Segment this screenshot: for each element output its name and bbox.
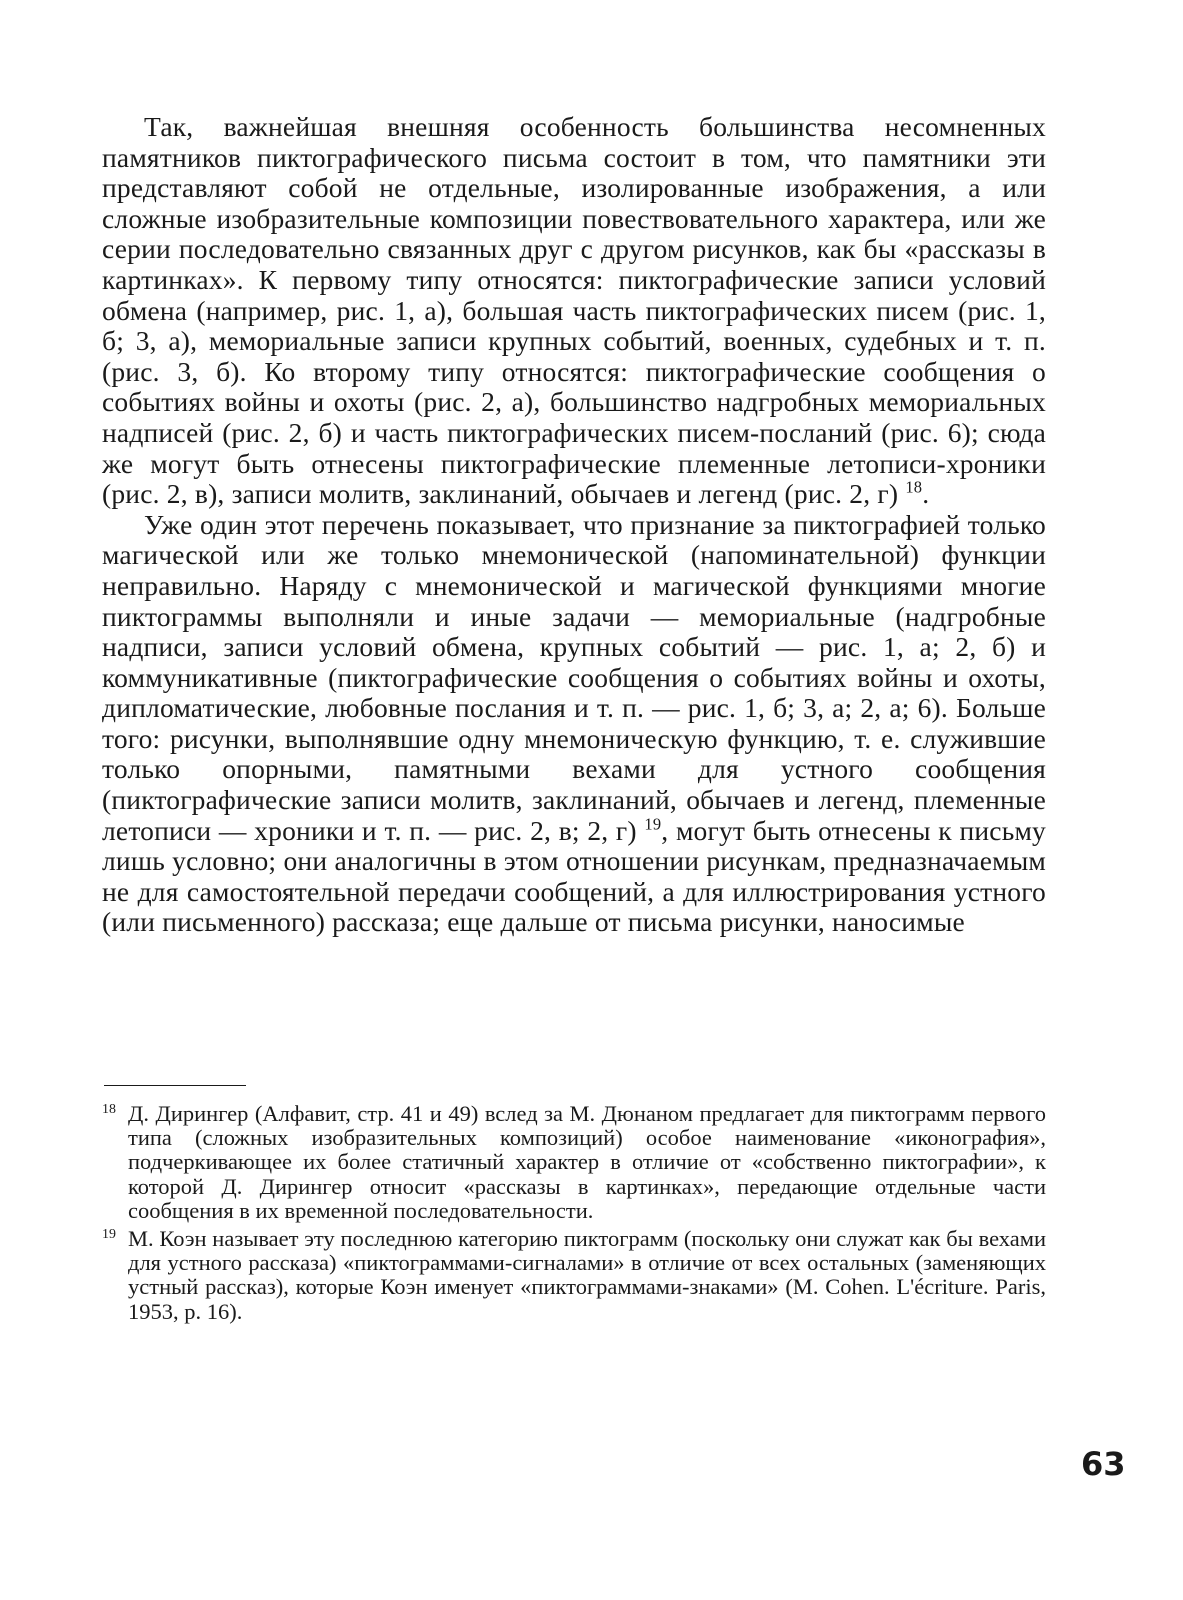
paragraph-text: Уже один этот перечень показывает, что признание за пиктографией только магической или же только мнемонической (напоминательной) функции неправильно. Наряду с мнемонической и магической функциями многие пиктограммы выполняли и иные задачи — мемориальные (надгробные надписи, записи условий обмена, крупных событий — рис. 1, а; 2, б) и коммуникативные (пиктографические сообщения о событиях войны и охоты, дипломатические, любовные послания и т. п. — рис. 1, б; 3, а; 2, а; 6). Больше того: рисунки, выполнявшие одну мнемоническую функцию, т. е. служившие только опорными, памятными вехами для устного сообщения (пиктографические записи молитв, заклинаний, обычаев и легенд, племенные летописи — хроники и т. п. — рис. 2, в; 2, г) bbox=[102, 508, 1046, 846]
footnote bbox=[102, 1227, 1046, 1324]
footnote bbox=[102, 1102, 1046, 1223]
footnote-divider bbox=[104, 1085, 246, 1086]
footnotes bbox=[102, 1102, 1046, 1328]
main-text bbox=[102, 112, 1046, 938]
footnote-text: Д. Дирингер (Алфавит, стр. 41 и 49) вслед за М. Дюнаном предлагает для пиктограмм первого типа (сложных изобразительных композиций) особое наименование «иконография», подчеркивающее их более статичный характер в отличие от «собственно пиктографии», к которой Д. Дирингер относит «рассказы в картинках», передающие отдельные части сообщения в их временной последовательности. bbox=[128, 1101, 1046, 1223]
paragraph-text: , могут быть отнесены к письму лишь условно; они аналогичны в этом отношении рисункам, предназначаемым не для самостоятельной передачи сообщений, а для иллюстрирования устного (или письменного) рассказа; еще дальше от письма рисунки, наносимые bbox=[102, 814, 1046, 938]
footnote-text: М. Коэн называет эту последнюю категорию пиктограмм (поскольку они служат как бы вехами для устного рассказа) «пиктограммами-сигналами» в отличие от всех остальных (заменяющих устный рассказ), которые Коэн именует «пиктограммами-знаками» (M. Cohen. L'écriture. Paris, 1953, p. 16). bbox=[128, 1226, 1046, 1324]
paragraph-end: . bbox=[922, 478, 930, 510]
page-number: 63 bbox=[1081, 1445, 1126, 1483]
paragraph-text: Так, важнейшая внешняя особенность большинства несомненных памятников пиктографического письма состоит в том, что памятники эти представляют собой не отдельные, изолированные изображения, а или сложные изобразительные композиции повествовательного характера, или же серии последовательно связанных друг с другом рисунков, как бы «рассказы в картинках». К первому типу относятся: пиктографические записи условий обмена (например, рис. 1, а), большая часть пиктографических писем (рис. 1, б; 3, а), мемориальные записи крупных событий, военных, судебных и т. п. (рис. 3, б). Ко второму типу относятся: пиктографические сообщения о событиях войны и охоты (рис. 2, а), большинство надгробных мемориальных надписей (рис. 2, б) и часть пиктографических писем-посланий (рис. 6); сюда же могут быть отнесены пиктографические племенные летописи-хроники (рис. 2, в), записи молитв, заклинаний, обычаев и легенд (рис. 2, г) bbox=[102, 111, 1046, 510]
footnote-number: 18 bbox=[102, 1102, 116, 1117]
paragraph bbox=[102, 510, 1046, 938]
paragraph bbox=[102, 112, 1046, 510]
footnote-number: 19 bbox=[102, 1227, 116, 1243]
footnote-reference[interactable]: 19 bbox=[644, 813, 662, 833]
footnote-reference[interactable]: 18 bbox=[905, 477, 923, 497]
